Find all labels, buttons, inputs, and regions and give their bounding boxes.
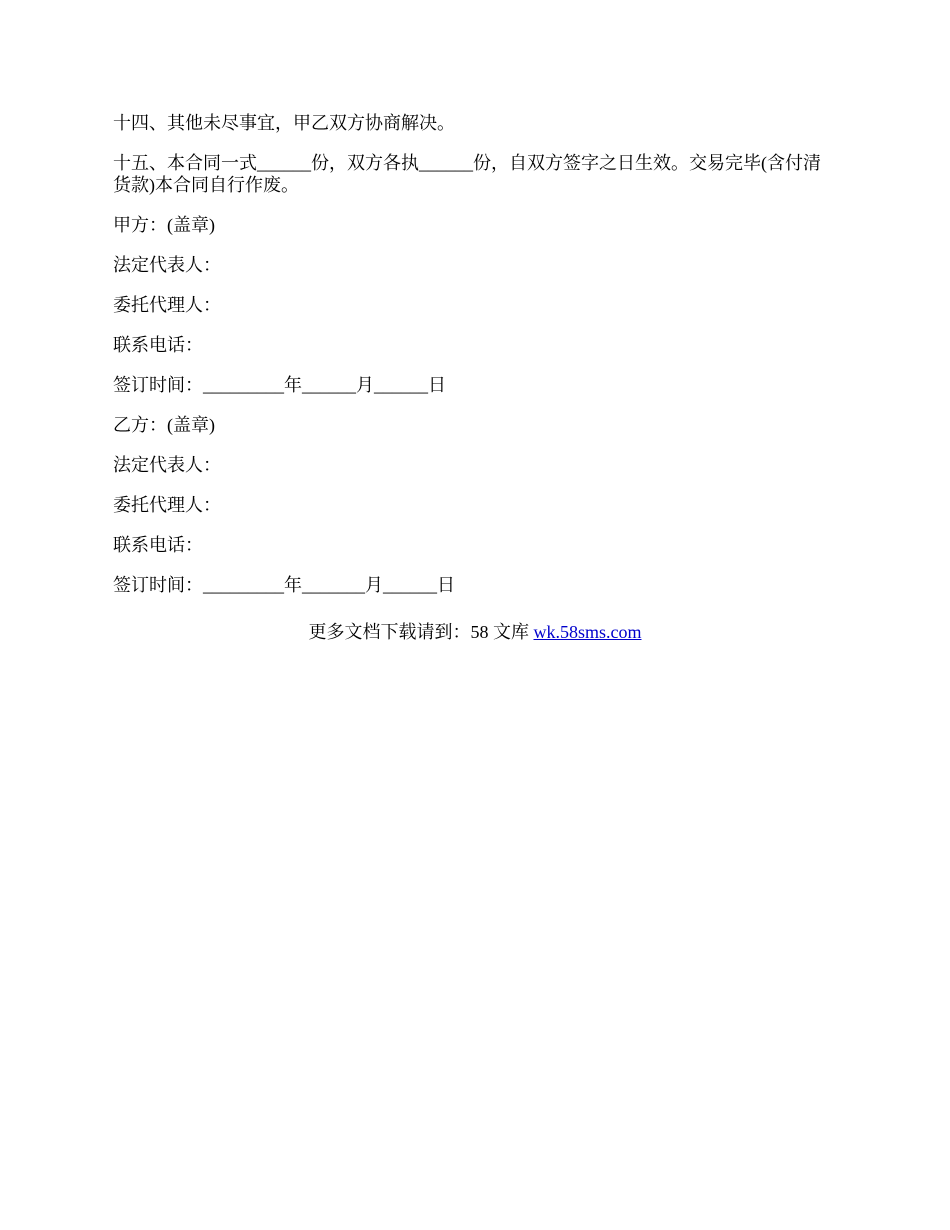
party-a-title: 甲方：(盖章) xyxy=(113,215,215,235)
party-a-agent: 委托代理人： xyxy=(113,295,221,315)
party-b-legal-rep: 法定代表人： xyxy=(113,455,221,475)
footer-text: 更多文档下载请到：58 文库 xyxy=(308,622,534,642)
party-b-date: 签订时间：_________年_______月______日 xyxy=(113,575,455,595)
party-b-agent: 委托代理人： xyxy=(113,495,221,515)
footer-link[interactable]: wk.58sms.com xyxy=(533,622,642,642)
party-b-title: 乙方：(盖章) xyxy=(113,415,215,435)
document-body xyxy=(113,112,833,614)
clause-14: 十四、其他未尽事宜，甲乙双方协商解决。 xyxy=(113,113,455,133)
download-footer xyxy=(0,621,950,643)
clause-15: 十五、本合同一式______份，双方各执______份，自双方签字之日生效。交易完毕(含付清货款)本合同自行作废。 xyxy=(113,153,821,195)
party-b-phone: 联系电话： xyxy=(113,535,203,555)
party-a-legal-rep: 法定代表人： xyxy=(113,255,221,275)
party-a-date: 签订时间：_________年______月______日 xyxy=(113,375,446,395)
party-a-phone: 联系电话： xyxy=(113,335,203,355)
